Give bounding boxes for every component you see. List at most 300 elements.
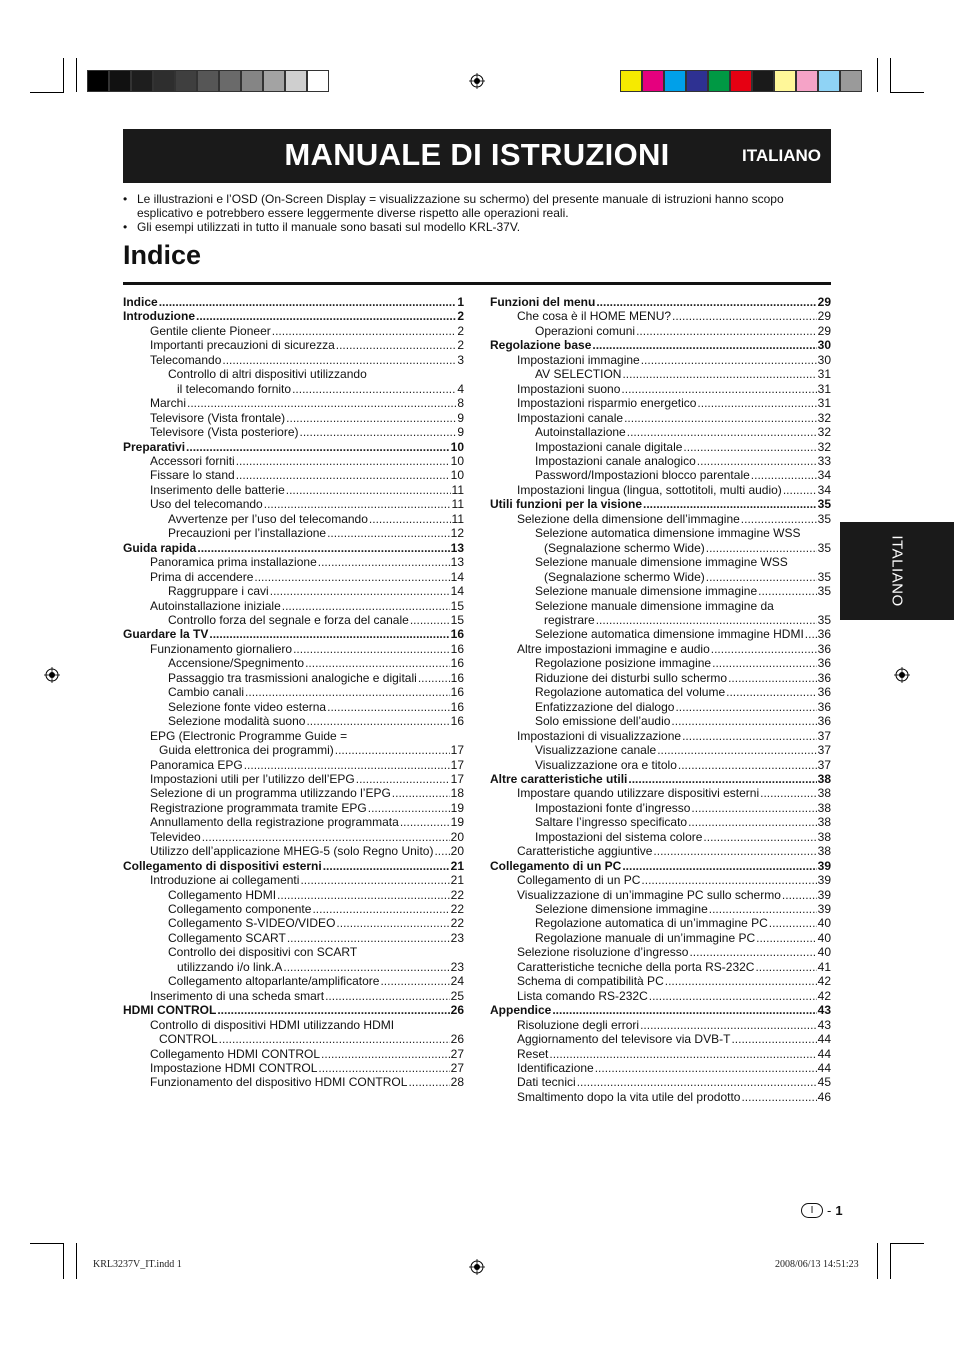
toc-page-number: 32 — [817, 410, 831, 425]
toc-entry — [123, 916, 464, 930]
toc-entry-title: Guardare la TV — [123, 627, 209, 642]
toc-entry-title: Selezione manuale dimensione immagine WSS — [535, 555, 788, 570]
toc-leader-dots — [236, 468, 450, 482]
color-swatch — [307, 70, 329, 92]
color-swatch — [752, 70, 774, 92]
toc-entry — [490, 714, 831, 728]
toc-entry — [490, 367, 831, 381]
toc-page-number: 38 — [817, 844, 831, 859]
toc-entry — [490, 1018, 831, 1032]
registration-mark-icon — [894, 667, 910, 683]
toc-page-number: 15 — [450, 598, 464, 613]
note-item: • Le illustrazioni e l’OSD (On-Screen Display = visualizzazione su schermo) del presente manuale di istruzioni hanno scopo esplicativo e potrebbero essere leggermente diverse rispetto alle operazioni reali. — [123, 192, 831, 220]
toc-leader-dots — [369, 512, 451, 526]
toc-entry-title: Collegamento componente — [168, 902, 312, 917]
toc-section — [123, 859, 464, 873]
toc-page-number: 33 — [817, 453, 831, 468]
toc-entry-title: Avvertenze per l’uso del telecomando — [168, 511, 368, 526]
toc-entry-title: Importanti precauzioni di sicurezza — [150, 338, 335, 353]
toc-leader-dots — [782, 888, 817, 902]
toc-leader-dots — [706, 541, 817, 555]
toc-entry-title: Schema di compatibilità PC — [517, 974, 664, 989]
toc-entry-title: Selezione della dimensione dell’immagine — [517, 511, 740, 526]
toc-leader-dots — [245, 685, 450, 699]
toc-page-number: 9 — [457, 410, 464, 425]
toc-entry-title: Collegamento altoparlante/amplificatore — [168, 974, 380, 989]
registration-mark-icon — [469, 1259, 485, 1275]
toc-entry — [490, 454, 831, 468]
toc-page-number: 22 — [450, 902, 464, 917]
toc-page-number: 18 — [450, 786, 464, 801]
toc-entry-title: Reset — [517, 1046, 549, 1061]
toc-page-number: 1 — [457, 295, 464, 309]
toc-entry-title: registrare — [544, 612, 595, 627]
color-swatch — [219, 70, 241, 92]
toc-leader-dots — [400, 815, 450, 829]
toc-entry — [490, 700, 831, 714]
toc-leader-dots — [628, 772, 816, 786]
manual-title: MANUALE DI ISTRUZIONI — [284, 137, 670, 172]
toc-leader-dots — [335, 743, 450, 757]
toc-leader-dots — [653, 844, 816, 858]
side-tab-label: ITALIANO — [888, 535, 906, 607]
toc-entry-line — [123, 1018, 464, 1032]
toc-entry-title: Lista comando RS-232C — [517, 988, 648, 1003]
toc-page-number: 22 — [450, 916, 464, 931]
toc-leader-dots — [368, 801, 450, 815]
toc-entry-title: Selezione manuale dimensione immagine — [535, 584, 758, 599]
toc-page-number: 17 — [450, 757, 464, 772]
toc-entry-line — [490, 555, 831, 569]
toc-leader-dots — [336, 916, 449, 930]
toc-entry-title: AV SELECTION — [535, 367, 622, 382]
toc-entry-title: Passaggio tra trasmissioni analogiche e digitali — [168, 670, 417, 685]
toc-entry-title: Funzioni del menu — [490, 295, 596, 309]
toc-entry — [123, 584, 464, 598]
toc-entry-title: Visualizzazione di un’immagine PC sullo schermo — [517, 887, 781, 902]
toc-section — [123, 440, 464, 454]
toc-leader-dots — [697, 454, 817, 468]
toc-entry-title: Accessori forniti — [150, 453, 235, 468]
color-swatch — [796, 70, 818, 92]
toc-page-number: 36 — [817, 670, 831, 685]
toc-entry-title: Che cosa è il HOME MENU? — [517, 309, 672, 324]
toc-page-number: 44 — [817, 1046, 831, 1061]
toc-entry — [123, 570, 464, 584]
toc-entry-line — [123, 367, 464, 381]
toc-leader-dots — [691, 801, 816, 815]
toc-entry-title: il telecomando fornito — [177, 381, 292, 396]
toc-entry — [123, 743, 464, 757]
toc-entry — [490, 468, 831, 482]
color-swatch — [620, 70, 642, 92]
toc-entry-title: Dati tecnici — [517, 1075, 576, 1090]
toc-leader-dots — [783, 483, 817, 497]
color-swatch — [664, 70, 686, 92]
toc-entry-title: EPG (Electronic Programme Guide = — [150, 728, 348, 743]
toc-entry — [123, 656, 464, 670]
toc-entry-title: Riduzione dei disturbi sullo schermo — [535, 670, 728, 685]
toc-leader-dots — [769, 916, 817, 930]
toc-entry-title: Impostazioni canale — [517, 410, 624, 425]
toc-page-number: 16 — [450, 670, 464, 685]
toc-leader-dots — [418, 671, 450, 685]
toc-entry — [490, 613, 831, 627]
toc-section — [490, 338, 831, 352]
toc-page-number: 35 — [817, 540, 831, 555]
toc-page-number: 39 — [817, 873, 831, 888]
toc-entry — [123, 512, 464, 526]
toc-entry-title: Collegamento S-VIDEO/VIDEO — [168, 916, 336, 931]
toc-page-number: 19 — [450, 815, 464, 830]
color-swatch — [818, 70, 840, 92]
toc-leader-dots — [703, 830, 816, 844]
toc-entry-title: Selezione fonte video esterna — [168, 699, 327, 714]
toc-leader-dots — [159, 295, 457, 309]
toc-page-number: 16 — [450, 699, 464, 714]
toc-leader-dots — [665, 974, 817, 988]
toc-entry — [123, 902, 464, 916]
toc-entry — [123, 960, 464, 974]
toc-entry-title: Cambio canali — [168, 685, 245, 700]
toc-entry-title: Uso del telecomando — [150, 497, 263, 512]
color-swatch — [708, 70, 730, 92]
toc-page-number: 15 — [450, 612, 464, 627]
toc-entry-title: Controllo di altri dispositivi utilizzando — [168, 367, 367, 382]
color-calibration-bar — [620, 70, 862, 92]
toc-leader-dots — [552, 1003, 816, 1017]
toc-entry — [490, 541, 831, 555]
toc-entry-title: Regolazione posizione immagine — [535, 656, 712, 671]
toc-entry — [123, 1075, 464, 1089]
toc-page-number: 29 — [817, 309, 831, 324]
toc-page-number: 3 — [457, 352, 464, 367]
toc-entry-title: Solo emissione dell’audio — [535, 714, 671, 729]
toc-entry — [490, 801, 831, 815]
toc-entry — [490, 309, 831, 323]
toc-entry-title: Altre caratteristiche utili — [490, 771, 628, 786]
toc-page-number: 34 — [817, 482, 831, 497]
toc-entry-title: Regolazione manuale di un’immagine PC — [535, 930, 756, 945]
toc-leader-dots — [277, 888, 450, 902]
toc-entry — [123, 685, 464, 699]
toc-page-number: 26 — [450, 1032, 464, 1047]
toc-page-number: 38 — [817, 771, 831, 786]
toc-leader-dots — [186, 440, 450, 454]
toc-page-number: 31 — [817, 396, 831, 411]
toc-entry-title: Televisore (Vista frontale) — [150, 410, 286, 425]
toc-leader-dots — [683, 440, 816, 454]
toc-leader-dots — [621, 382, 816, 396]
toc-entry — [123, 671, 464, 685]
toc-entry-title: Autoinstallazione iniziale — [150, 598, 281, 613]
toc-entry — [123, 844, 464, 858]
toc-page-number: 16 — [450, 656, 464, 671]
toc-leader-dots — [671, 714, 816, 728]
toc-leader-dots — [325, 989, 450, 1003]
toc-page-number: 17 — [450, 743, 464, 758]
toc-leader-dots — [649, 989, 817, 1003]
toc-page-number: 12 — [450, 526, 464, 541]
toc-leader-dots — [217, 1003, 449, 1017]
toc-leader-dots — [434, 844, 449, 858]
toc-entry — [490, 1075, 831, 1089]
toc-leader-dots — [287, 931, 450, 945]
toc-leader-dots — [318, 555, 450, 569]
toc-entry — [490, 916, 831, 930]
toc-leader-dots — [305, 656, 450, 670]
toc-leader-dots — [706, 570, 817, 584]
toc-entry-title: Impostazioni di visualizzazione — [517, 728, 682, 743]
toc-leader-dots — [697, 396, 816, 410]
toc-leader-dots — [596, 295, 816, 309]
toc-page-number: 13 — [450, 540, 464, 555]
toc-page-number: 43 — [817, 1017, 831, 1032]
toc-entry-title: Marchi — [150, 396, 187, 411]
toc-leader-dots — [282, 599, 450, 613]
toc-page-number: 28 — [450, 1075, 464, 1090]
toc-entry — [490, 353, 831, 367]
toc-entry — [123, 815, 464, 829]
toc-entry-title: Selezione automatica dimensione immagine WSS — [535, 526, 801, 541]
toc-entry — [490, 584, 831, 598]
toc-leader-dots — [731, 1032, 816, 1046]
toc-entry — [490, 945, 831, 959]
toc-entry — [123, 599, 464, 613]
toc-page-number: 11 — [451, 511, 464, 526]
toc-entry-title: (Segnalazione schermo Wide) — [544, 540, 705, 555]
toc-page-number: 20 — [450, 829, 464, 844]
toc-leader-dots — [356, 772, 450, 786]
toc-section — [123, 1003, 464, 1017]
toc-entry — [490, 1061, 831, 1075]
registration-mark-icon — [469, 73, 485, 89]
toc-page-number: 19 — [450, 800, 464, 815]
toc-entry — [490, 873, 831, 887]
toc-page-number: 13 — [450, 555, 464, 570]
color-swatch — [686, 70, 708, 92]
toc-page-number: 24 — [450, 974, 464, 989]
toc-entry-title: Fissare lo stand — [150, 468, 235, 483]
toc-entry — [490, 743, 831, 757]
toc-entry-title: Controllo forza del segnale e forza del canale — [168, 612, 409, 627]
toc-entry — [490, 931, 831, 945]
toc-page-number: 36 — [817, 699, 831, 714]
toc-entry — [490, 440, 831, 454]
toc-entry-title: Impostazioni del sistema colore — [535, 829, 703, 844]
toc-entry — [490, 685, 831, 699]
toc-entry — [490, 396, 831, 410]
toc-leader-dots — [624, 411, 817, 425]
toc-page-number: 31 — [817, 381, 831, 396]
toc-leader-dots — [728, 671, 817, 685]
toc-right-column — [490, 295, 831, 1104]
toc-leader-dots — [318, 1061, 449, 1075]
toc-entry — [123, 468, 464, 482]
index-title: Indice — [123, 240, 202, 270]
toc-leader-dots — [264, 497, 451, 511]
notes-list — [123, 192, 831, 234]
toc-entry-title: Panoramica EPG — [150, 757, 243, 772]
toc-entry — [490, 671, 831, 685]
toc-page-number: 10 — [450, 453, 464, 468]
toc-page-number: 42 — [817, 988, 831, 1003]
page-separator: - — [827, 1203, 832, 1218]
toc-entry-title: (Segnalazione schermo Wide) — [544, 569, 705, 584]
toc-entry-title: Introduzione — [123, 309, 195, 324]
toc-page-number: 32 — [817, 439, 831, 454]
toc-page-number: 16 — [450, 627, 464, 642]
toc-entry — [490, 382, 831, 396]
toc-section — [490, 497, 831, 511]
toc-entry — [490, 483, 831, 497]
toc-leader-dots — [640, 1018, 817, 1032]
toc-entry-title: Preparativi — [123, 439, 186, 454]
toc-section — [490, 1003, 831, 1017]
toc-entry-title: Visualizzazione canale — [535, 743, 657, 758]
toc-page-number: 26 — [450, 1003, 464, 1018]
toc-entry-title: Impostazioni canale digitale — [535, 439, 683, 454]
toc-page-number: 23 — [450, 959, 464, 974]
toc-entry — [123, 382, 464, 396]
toc-leader-dots — [300, 873, 449, 887]
footer-timestamp: 2008/06/13 14:51:23 — [775, 1259, 859, 1270]
toc-entry — [123, 483, 464, 497]
toc-leader-dots — [595, 1061, 817, 1075]
toc-entry-title: Guida rapida — [123, 540, 197, 555]
toc-entry-title: Selezione risoluzione d’ingresso — [517, 945, 689, 960]
toc-page-number: 38 — [817, 786, 831, 801]
toc-page-number: 38 — [817, 829, 831, 844]
toc-page-number: 44 — [817, 1032, 831, 1047]
note-item: • Gli esempi utilizzati in tutto il manuale sono basati sul modello KRL-37V. — [123, 220, 831, 234]
toc-leader-dots — [327, 526, 450, 540]
toc-entry — [490, 1032, 831, 1046]
toc-entry — [123, 338, 464, 352]
toc-leader-dots — [805, 627, 817, 641]
toc-entry-title: Utilizzo dell’applicazione MHEG-5 (solo Regno Unito) — [150, 844, 434, 859]
toc-entry-title: Televisore (Vista posteriore) — [150, 425, 299, 440]
toc-entry — [123, 1061, 464, 1075]
toc-leader-dots — [410, 613, 450, 627]
toc-entry-title: Panoramica prima installazione — [150, 555, 317, 570]
toc-entry-title: Inserimento di una scheda smart — [150, 988, 325, 1003]
toc-leader-dots — [641, 353, 817, 367]
toc-entry-title: Prima di accendere — [150, 569, 254, 584]
toc-entry — [123, 931, 464, 945]
toc-page-number: 14 — [450, 584, 464, 599]
toc-entry — [490, 627, 831, 641]
toc-entry-title: Identificazione — [517, 1061, 594, 1076]
toc-entry — [490, 758, 831, 772]
toc-entry-title: Introduzione ai collegamenti — [150, 873, 300, 888]
toc-page-number: 43 — [817, 1003, 831, 1018]
toc-leader-dots — [760, 786, 817, 800]
toc-entry-title: Autoinstallazione — [535, 425, 626, 440]
toc-entry — [490, 1090, 831, 1104]
toc-leader-dots — [196, 309, 456, 323]
toc-page-number: 37 — [817, 728, 831, 743]
toc-entry-title: Smaltimento dopo la vita utile del prodotto — [517, 1089, 741, 1104]
toc-page-number: 41 — [817, 959, 831, 974]
toc-leader-dots — [202, 830, 450, 844]
toc-leader-dots — [622, 367, 816, 381]
toc-leader-dots — [689, 945, 816, 959]
toc-page-number: 27 — [450, 1061, 464, 1076]
toc-entry-title: Password/Impostazioni blocco parentale — [535, 468, 750, 483]
toc-entry-title: Telecomando — [150, 352, 222, 367]
toc-entry-title: Guida elettronica dei programmi) — [159, 743, 334, 758]
toc-leader-dots — [756, 931, 817, 945]
toc-entry-title: Inserimento delle batterie — [150, 482, 285, 497]
toc-entry — [123, 801, 464, 815]
toc-entry-line — [123, 945, 464, 959]
toc-page-number: 38 — [817, 800, 831, 815]
toc-entry-title: Operazioni comuni — [535, 323, 636, 338]
toc-leader-dots — [672, 309, 817, 323]
toc-entry — [123, 786, 464, 800]
toc-entry-title: Impostazioni utili per l’utilizzo dell’EPG — [150, 771, 355, 786]
registration-mark-icon — [44, 667, 60, 683]
toc-section — [123, 627, 464, 641]
toc-leader-dots — [312, 902, 449, 916]
toc-entry — [490, 1047, 831, 1061]
toc-leader-dots — [300, 425, 457, 439]
toc-entry — [490, 570, 831, 584]
toc-leader-dots — [549, 1047, 816, 1061]
toc-entry-line — [490, 526, 831, 540]
toc-page-number: 37 — [817, 743, 831, 758]
toc-page-number: 40 — [817, 945, 831, 960]
color-swatch — [175, 70, 197, 92]
toc-leader-dots — [408, 1075, 449, 1089]
toc-section — [490, 295, 831, 309]
toc-leader-dots — [592, 338, 816, 352]
toc-entry-title: HDMI CONTROL — [123, 1003, 217, 1018]
toc-entry-title: Regolazione automatica del volume — [535, 685, 726, 700]
toc-page-number: 44 — [817, 1061, 831, 1076]
toc-entry-title: Impostazioni canale analogico — [535, 453, 696, 468]
toc-leader-dots — [392, 786, 450, 800]
toc-leader-dots — [755, 960, 816, 974]
toc-entry-title: Funzionamento del dispositivo HDMI CONTROL — [150, 1075, 408, 1090]
toc-entry — [490, 989, 831, 1003]
toc-entry-title: Televideo — [150, 829, 201, 844]
toc-page-number: 45 — [817, 1075, 831, 1090]
toc-entry — [123, 758, 464, 772]
language-label: ITALIANO — [741, 146, 821, 165]
toc-page-number: 14 — [450, 569, 464, 584]
toc-entry — [123, 1032, 464, 1046]
toc-entry-title: Raggruppare i cavi — [168, 584, 269, 599]
toc-entry — [123, 989, 464, 1003]
toc-entry — [490, 888, 831, 902]
toc-entry-line — [123, 729, 464, 743]
toc-entry — [490, 844, 831, 858]
toc-entry-title: Regolazione automatica di un’immagine PC — [535, 916, 768, 931]
toc-page-number: 29 — [817, 295, 831, 309]
toc-entry-title: CONTROL — [159, 1032, 218, 1047]
toc-leader-dots — [688, 815, 817, 829]
toc-entry — [123, 497, 464, 511]
toc-leader-dots — [336, 338, 457, 352]
toc-page-number: 34 — [817, 468, 831, 483]
toc-page-number: 38 — [817, 815, 831, 830]
toc-entry-title: Gentile cliente Pioneer — [150, 323, 271, 338]
toc-entry — [123, 555, 464, 569]
toc-page-number: 20 — [450, 844, 464, 859]
color-swatch — [730, 70, 752, 92]
